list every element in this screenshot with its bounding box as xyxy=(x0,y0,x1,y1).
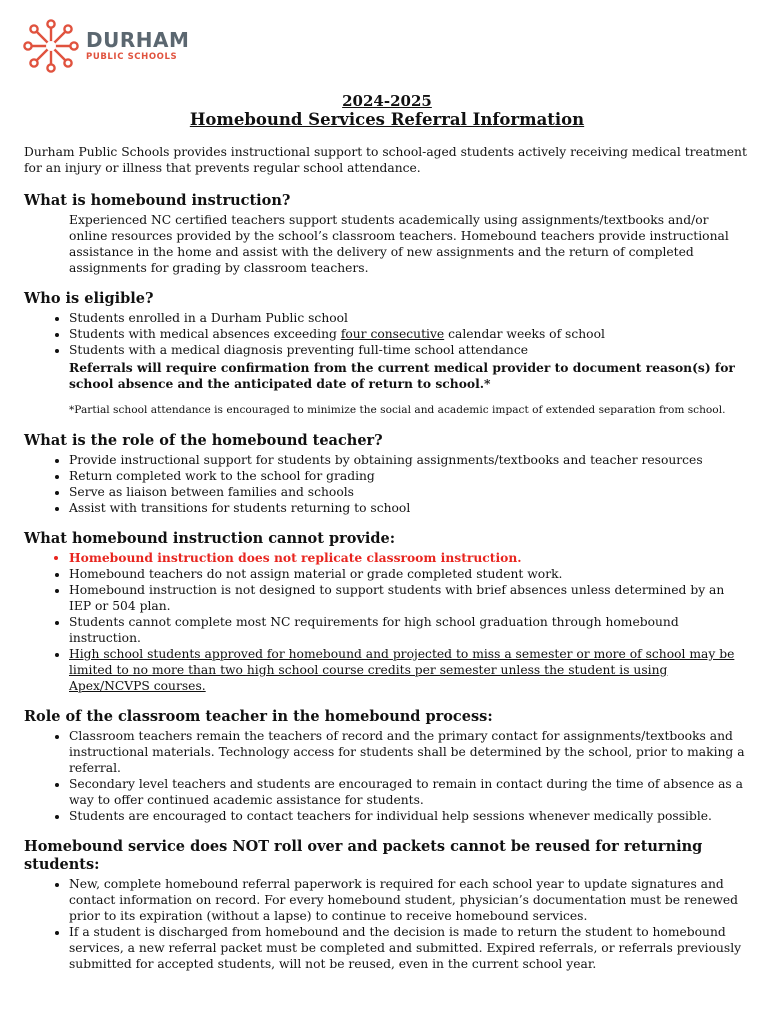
partial-attendance-footnote: *Partial school attendance is encouraged to minimize the social and academic impact of extended separation from school. xyxy=(69,404,726,416)
list-item: • Serve as liaison between families and schools xyxy=(69,484,750,500)
heading-rollover: Homebound service does NOT roll over and packets cannot be reused for returning students: xyxy=(24,838,703,873)
list-item: • Homebound teachers do not assign material or grade completed student work. xyxy=(69,566,750,582)
what-is-paragraph: Experienced NC certified teachers support students academically using assignments/textbooks and/or online resources provided by the school’s classroom teachers. Homebound teachers provide instructional assistance in the home and assist with the delivery of new assignments and the return of completed assignments for grading by classroom teachers. xyxy=(69,213,729,275)
cannot-list xyxy=(24,550,750,694)
heading-what-is: What is homebound instruction? xyxy=(24,192,291,209)
document-body xyxy=(24,92,750,986)
list-item: • Assist with transitions for students returning to school xyxy=(69,500,750,516)
logo-subtitle: PUBLIC SCHOOLS xyxy=(86,52,178,62)
heading-classroom-teacher: Role of the classroom teacher in the homebound process: xyxy=(24,708,493,725)
heading-eligible: Who is eligible? xyxy=(24,290,154,307)
classroom-list xyxy=(24,728,750,824)
list-item: • Students with a medical diagnosis preventing full-time school attendance xyxy=(69,342,750,358)
role-list xyxy=(24,452,750,516)
eligible-item2-pre: Students with medical absences exceeding xyxy=(69,327,341,341)
dps-logo-icon xyxy=(22,18,80,74)
intro-paragraph: Durham Public Schools provides instructional support to school-aged students actively receiving medical treatment for an injury or illness that prevents regular school attendance. xyxy=(24,145,747,175)
list-item: • Provide instructional support for students by obtaining assignments/textbooks and teacher resources xyxy=(69,452,750,468)
list-item: • Classroom teachers remain the teachers of record and the primary contact for assignments/textbooks and instructional materials. Technology access for students shall be determined by the school, prior to making a referral. xyxy=(69,728,750,776)
list-item: • Students cannot complete most NC requirements for high school graduation through homebound instruction. xyxy=(69,614,750,646)
document-title: Homebound Services Referral Information xyxy=(189,110,585,129)
eligible-item2-post: calendar weeks of school xyxy=(444,327,605,341)
list-item-credits: • High school students approved for homebound and projected to miss a semester or more of school may be limited to no more than two high school course credits per semester unless the student is using Apex/NCVPS courses. xyxy=(69,646,750,694)
rollover-list xyxy=(24,876,750,972)
list-item: • Return completed work to the school for grading xyxy=(69,468,750,484)
heading-cannot-provide: What homebound instruction cannot provide: xyxy=(24,530,396,547)
list-item xyxy=(69,326,750,342)
list-item: • New, complete homebound referral paperwork is required for each school year to update signatures and contact information on record. For every homebound student, physician’s documentation must be renewed prior to its expiration (without a lapse) to continue to receive homebound services. xyxy=(69,876,750,924)
list-item: • Students enrolled in a Durham Public school xyxy=(69,310,750,326)
list-item-warning: • Homebound instruction does not replicate classroom instruction. xyxy=(69,550,750,566)
list-item: • Secondary level teachers and students are encouraged to remain in contact during the time of absence as a way to offer continued academic assistance for students. xyxy=(69,776,750,808)
list-item: • Students are encouraged to contact teachers for individual help sessions whenever medically possible. xyxy=(69,808,750,824)
heading-role: What is the role of the homebound teacher? xyxy=(24,432,383,449)
referral-confirmation-note: Referrals will require confirmation from the current medical provider to document reason(s) for school absence and the anticipated date of return to school.* xyxy=(69,360,735,391)
list-item: • Homebound instruction is not designed to support students with brief absences unless determined by an IEP or 504 plan. xyxy=(69,582,750,614)
dps-logo xyxy=(22,18,190,74)
eligible-list xyxy=(24,310,750,358)
document-year: 2024-2025 xyxy=(342,92,432,110)
eligible-item2-underline: four consecutive xyxy=(340,327,445,341)
logo-name: DURHAM xyxy=(86,28,190,52)
list-item: • If a student is discharged from homebound and the decision is made to return the student to homebound services, a new referral packet must be completed and submitted. Expired referrals, or referrals previously submitted for accepted students, will not be reused, even in the current school year. xyxy=(69,924,750,972)
